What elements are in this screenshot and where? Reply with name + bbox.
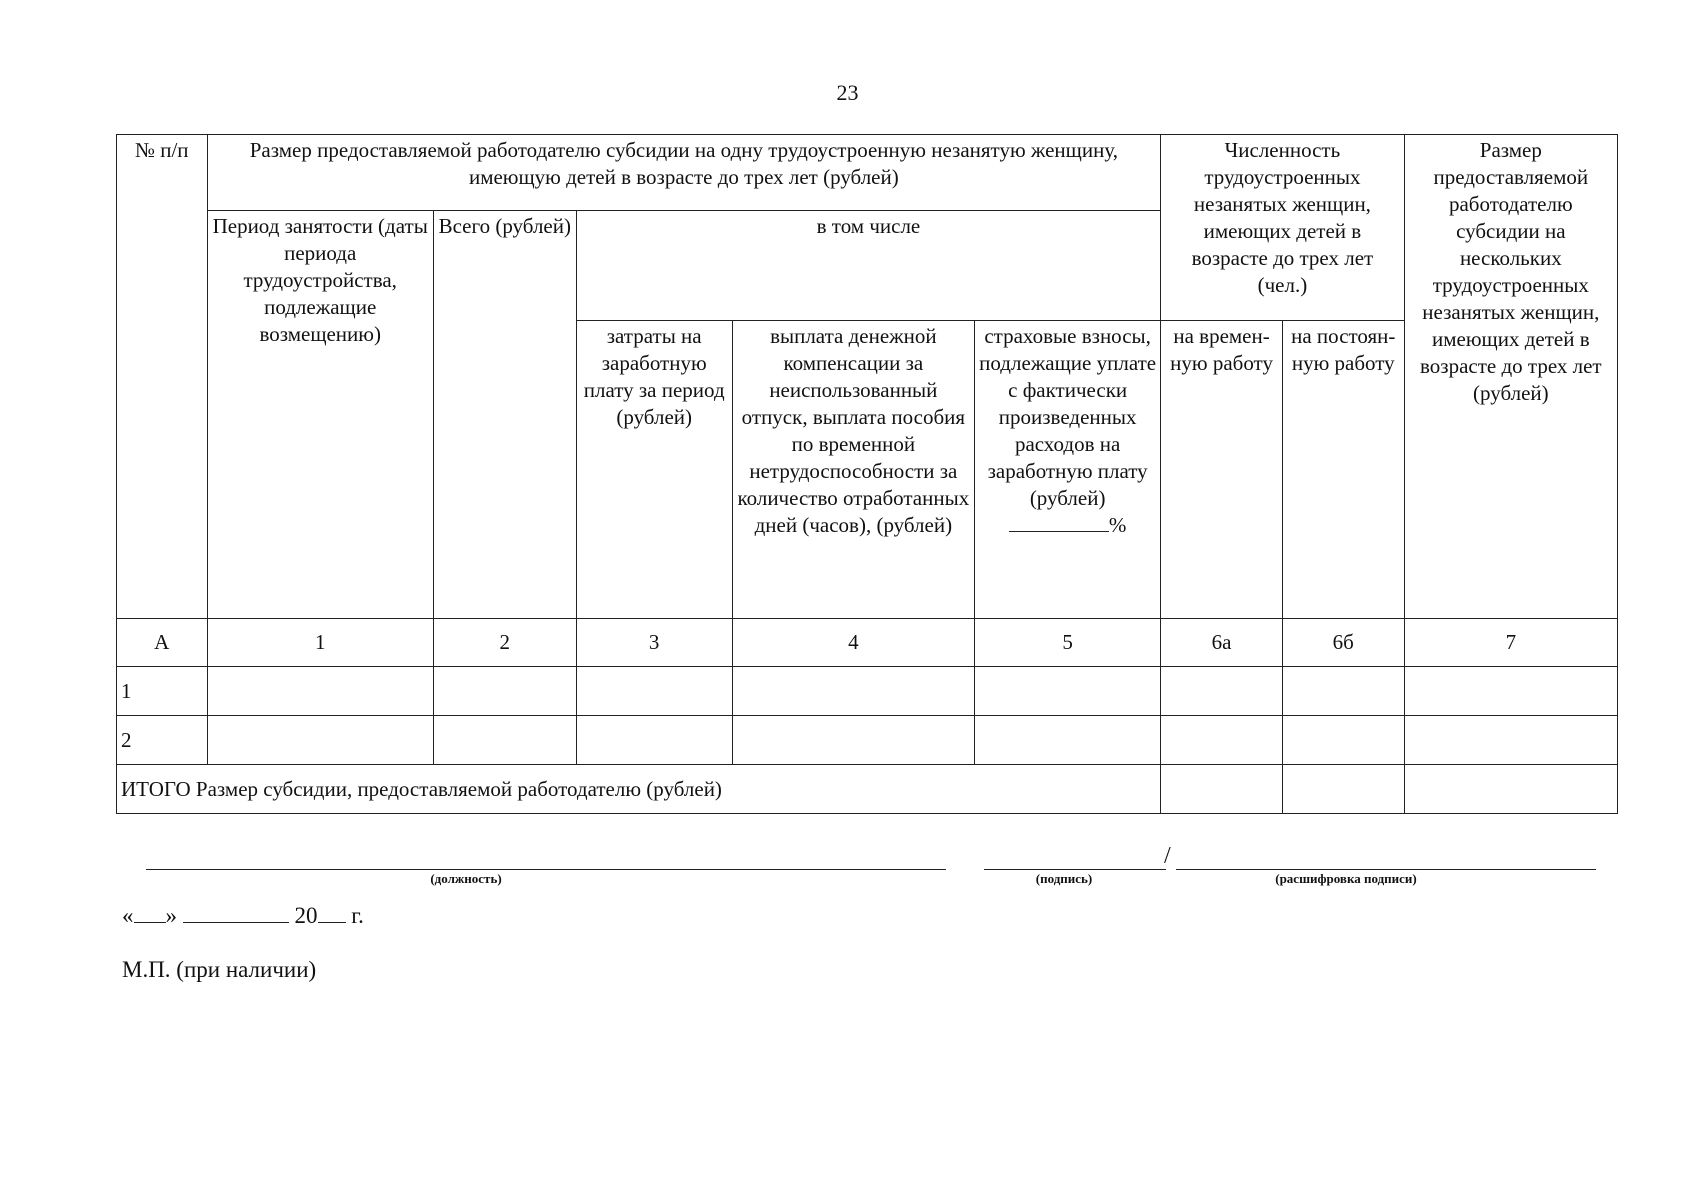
column-number: А	[117, 619, 208, 667]
column-number: 5	[975, 619, 1161, 667]
signature-line	[984, 869, 1166, 870]
table-cell	[732, 667, 974, 716]
table-cell	[1282, 765, 1404, 814]
column-number: 6а	[1161, 619, 1283, 667]
row-number: 2	[117, 716, 208, 765]
row-number: 1	[117, 667, 208, 716]
percent-sign: %	[1108, 513, 1127, 537]
signature-slash: /	[1164, 843, 1171, 869]
header-temporary: на времен-ную работу	[1161, 321, 1283, 619]
column-number-row	[117, 619, 1618, 667]
table-row	[117, 667, 1618, 716]
table-cell	[1282, 667, 1404, 716]
header-insurance-text: страховые взносы, подлежащие уплате с фактически произведенных расходов на заработную плату (рублей)	[979, 324, 1157, 510]
table-cell	[207, 716, 433, 765]
table-cell	[975, 667, 1161, 716]
position-line	[146, 869, 946, 870]
year-prefix: 20	[294, 903, 318, 928]
page-number: 23	[836, 80, 859, 105]
table-cell	[1161, 667, 1283, 716]
header-total: Всего (рублей)	[433, 211, 576, 619]
column-number: 3	[576, 619, 732, 667]
table-cell	[207, 667, 433, 716]
year-blank	[318, 902, 346, 923]
header-number: № п/п	[117, 135, 208, 619]
day-blank	[134, 902, 166, 923]
column-number: 4	[732, 619, 974, 667]
month-blank	[183, 902, 289, 923]
column-number: 7	[1404, 619, 1617, 667]
table-cell	[1161, 765, 1283, 814]
table-cell	[1404, 667, 1617, 716]
column-number: 1	[207, 619, 433, 667]
decoding-caption: (расшифровка подписи)	[1275, 871, 1417, 886]
table-cell	[975, 716, 1161, 765]
total-row	[117, 765, 1618, 814]
stamp-note: М.П. (при наличии)	[122, 957, 317, 982]
column-number: 6б	[1282, 619, 1404, 667]
date-line	[122, 902, 364, 929]
header-subsidy-one: Размер предоставляемой работодателю субсидии на одну трудоустроенную незанятую женщину, имеющую детей в возрасте до трех лет (рублей)	[207, 135, 1161, 211]
table-cell	[1404, 765, 1617, 814]
percent-blank	[1009, 513, 1109, 532]
header-subsidy-several: Размер предоставляемой работодателю субсидии на нескольких трудоустроенных незанятых женщин, имеющих детей в возрасте до трех лет (рублей)	[1404, 135, 1617, 619]
header-count: Численность трудоустроенных незанятых женщин, имеющих детей в возрасте до трех лет (чел.)	[1161, 135, 1404, 321]
table-cell	[1404, 716, 1617, 765]
subsidy-table	[116, 134, 1618, 814]
column-number: 2	[433, 619, 576, 667]
decoding-line	[1176, 869, 1596, 870]
header-period: Период занятости (даты периода трудоустройства, подлежащие возмещению)	[207, 211, 433, 619]
table-cell	[576, 667, 732, 716]
table-cell	[433, 716, 576, 765]
header-insurance	[975, 321, 1161, 619]
table-cell	[732, 716, 974, 765]
signature-caption: (подпись)	[1035, 871, 1093, 886]
header-salary: затраты на заработную плату за период (рублей)	[576, 321, 732, 619]
year-suffix: г.	[351, 903, 364, 928]
total-row-label: ИТОГО Размер субсидии, предоставляемой работодателю (рублей)	[117, 765, 1161, 814]
table-cell	[433, 667, 576, 716]
table-cell	[1282, 716, 1404, 765]
table-cell	[1161, 716, 1283, 765]
date-open-quote: «	[122, 903, 134, 928]
header-compensation: выплата денежной компенсации за неиспользованный отпуск, выплата пособия по временной нетрудоспособности за количество отработанных дней (часов), (рублей)	[732, 321, 974, 619]
position-caption: (должность)	[430, 871, 502, 886]
header-permanent: на постоян-ную работу	[1282, 321, 1404, 619]
table-row	[117, 716, 1618, 765]
table-cell	[576, 716, 732, 765]
date-close-quote: »	[165, 903, 177, 928]
header-including: в том числе	[576, 211, 1160, 321]
header-row-1	[117, 135, 1618, 211]
